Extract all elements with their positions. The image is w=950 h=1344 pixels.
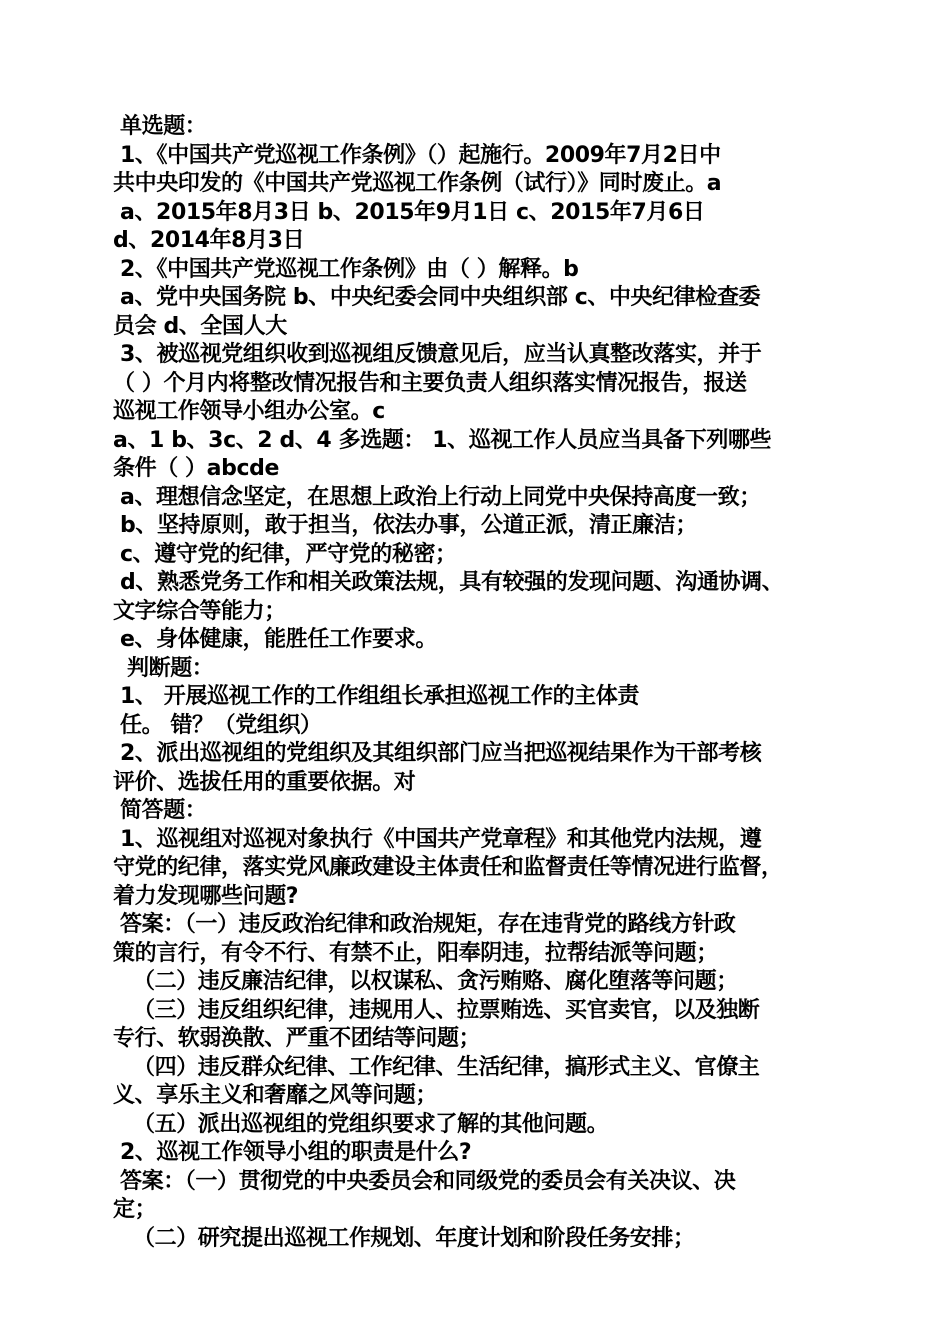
text-line: b、坚持原则，敢于担当，依法办事，公道正派，清正廉洁； — [120, 513, 697, 538]
text-line: 判断题： — [127, 655, 214, 681]
text-line: d、熟悉党务工作和相关政策法规，具有较强的发现问题、沟通协调、 — [120, 570, 784, 595]
text-line: 守党的纪律，落实党风廉政建设主体责任和监督责任等情况进行监督， — [113, 855, 783, 880]
text-line: 巡视工作领导小组办公室。c — [113, 399, 385, 424]
text-line: （四）违反群众纪律、工作纪律、生活纪律，搞形式主义、官僚主 — [133, 1054, 760, 1080]
text-line: a、理想信念坚定，在思想上政治上行动上同党中央保持高度一致； — [120, 484, 761, 510]
text-line: a、2015年8月3日 b、2015年9月1日 c、2015年7月6日 — [120, 199, 705, 225]
text-line: 条件（ ）abcde — [113, 456, 279, 481]
text-line: 2、巡视工作领导小组的职责是什么? — [120, 1140, 472, 1165]
text-line: （二）研究提出巡视工作规划、年度计划和阶段任务安排； — [133, 1225, 695, 1251]
text-line: （五）派出巡视组的党组织要求了解的其他问题。 — [133, 1111, 609, 1137]
text-line: 3、被巡视党组织收到巡视组反馈意见后，应当认真整改落实，并于 — [120, 342, 762, 367]
text-line: e、身体健康，能胜任工作要求。 — [120, 627, 437, 652]
text-line: 2、《中国共产党巡视工作条例》由（ ）解释。b — [120, 256, 579, 282]
text-line: 简答题： — [120, 798, 207, 823]
text-line: 义、享乐主义和奢靡之风等问题； — [113, 1083, 438, 1108]
text-line: （三）违反组织纪律，违规用人、拉票贿选、买官卖官，以及独断 — [133, 997, 760, 1023]
document-body — [113, 113, 890, 1253]
text-line: 文字综合等能力； — [113, 598, 286, 624]
text-line: 答案：（一）贯彻党的中央委员会和同级党的委员会有关决议、决 — [120, 1168, 736, 1194]
text-line: 评价、选拔任用的重要依据。对 — [113, 769, 416, 795]
text-line: 任。 错？（党组织） — [120, 712, 322, 738]
text-line: 定； — [113, 1197, 157, 1222]
text-line: 共中央印发的《中国共产党巡视工作条例（试行）》同时废止。a — [113, 171, 722, 196]
text-line: （ ）个月内将整改情况报告和主要负责人组织落实情况报告，报送 — [113, 370, 747, 396]
text-line: a、1 b、3c、2 d、4 多选题： 1、巡视工作人员应当具备下列哪些 — [113, 427, 772, 453]
text-line: 1、巡视组对巡视对象执行《中国共产党章程》和其他党内法规，遵 — [120, 826, 762, 852]
text-line: 单选题： — [120, 114, 207, 139]
text-line: 1、《中国共产党巡视工作条例》（）起施行。2009年7月2日中 — [120, 142, 721, 168]
text-line: 策的言行，有令不行、有禁不止，阳奉阴违，拉帮结派等问题； — [113, 940, 718, 966]
text-line: （二）违反廉洁纪律，以权谋私、贪污贿赂、腐化堕落等问题； — [133, 969, 738, 994]
text-line: 专行、软弱涣散、严重不团结等问题； — [113, 1026, 481, 1051]
text-line: 员会 d、全国人大 — [113, 313, 287, 339]
text-line: 1、 开展巡视工作的工作组组长承担巡视工作的主体责 — [120, 684, 639, 709]
text-line: 答案：（一）违反政治纪律和政治规矩，存在违背党的路线方针政 — [120, 912, 736, 937]
text-line: c、遵守党的纪律，严守党的秘密； — [120, 541, 457, 567]
text-line: a、党中央国务院 b、中央纪委会同中央组织部 c、中央纪律检查委 — [120, 285, 761, 310]
text-line: d、2014年8月3日 — [113, 228, 305, 253]
text-line: 2、派出巡视组的党组织及其组织部门应当把巡视结果作为干部考核 — [120, 741, 762, 766]
text-line: 着力发现哪些问题? — [113, 883, 299, 909]
